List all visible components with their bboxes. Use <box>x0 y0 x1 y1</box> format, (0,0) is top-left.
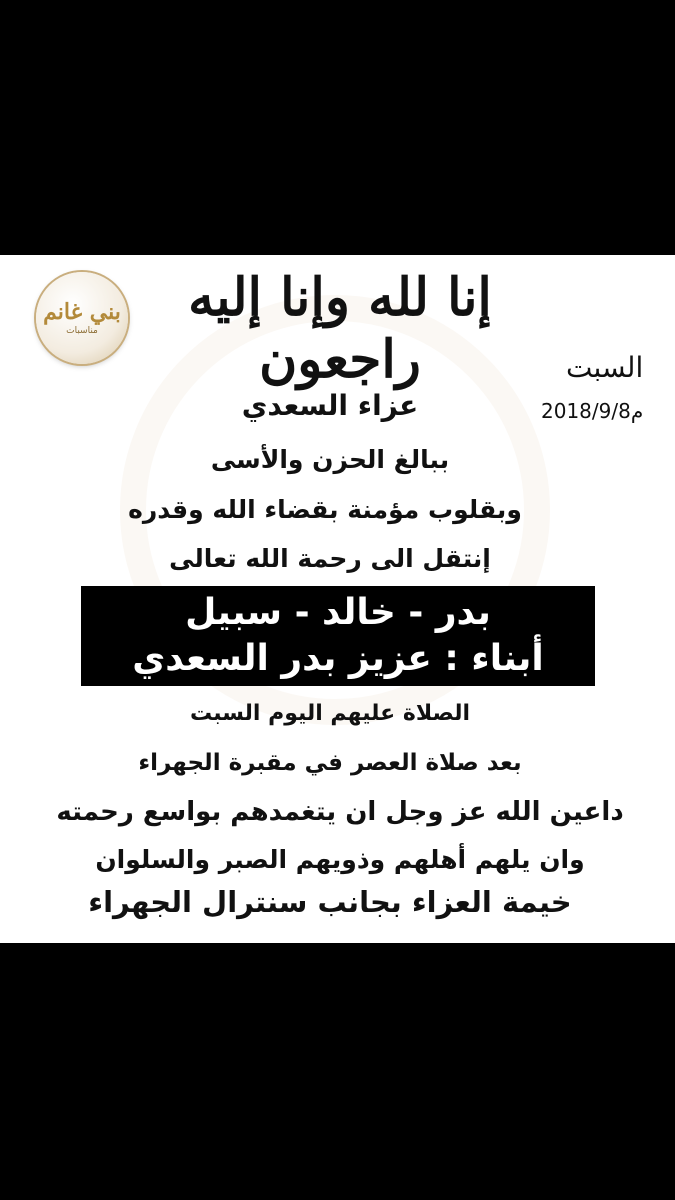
notice-line-1: ببالغ الحزن والأسى <box>210 445 450 474</box>
notice-line-2: وبقلوب مؤمنة بقضاء الله وقدره <box>128 495 522 524</box>
bani-ghanim-logo <box>36 272 128 364</box>
dua-line-1: داعين الله عز وجل ان يتغمدهم بواسع رحمته <box>56 797 624 827</box>
condolence-card <box>0 255 675 943</box>
deceased-parent: أبناء : عزيز بدر السعدي <box>132 638 544 679</box>
day-label: السبت <box>566 351 644 384</box>
logo-main-text: بني غانم <box>43 298 121 325</box>
logo-sub-text: مناسبات <box>66 325 98 336</box>
deceased-names: بدر - خالد - سبيل <box>185 592 491 633</box>
notice-line-3: إنتقل الى رحمة الله تعالى <box>169 544 491 573</box>
dua-line-2: وان يلهم أهلهم وذويهم الصبر والسلوان <box>95 845 585 874</box>
condolence-tent-location: خيمة العزاء بجانب سنترال الجهراء <box>88 885 572 919</box>
quran-verse-calligraphy: إنا لله وإنا إليه راجعون <box>188 267 492 391</box>
notice-title: عزاء السعدي <box>241 389 419 422</box>
burial-place: بعد صلاة العصر في مقبرة الجهراء <box>138 750 522 776</box>
prayer-time: الصلاة عليهم اليوم السبت <box>189 701 471 726</box>
date-label: 2018/9/8م <box>541 399 644 423</box>
